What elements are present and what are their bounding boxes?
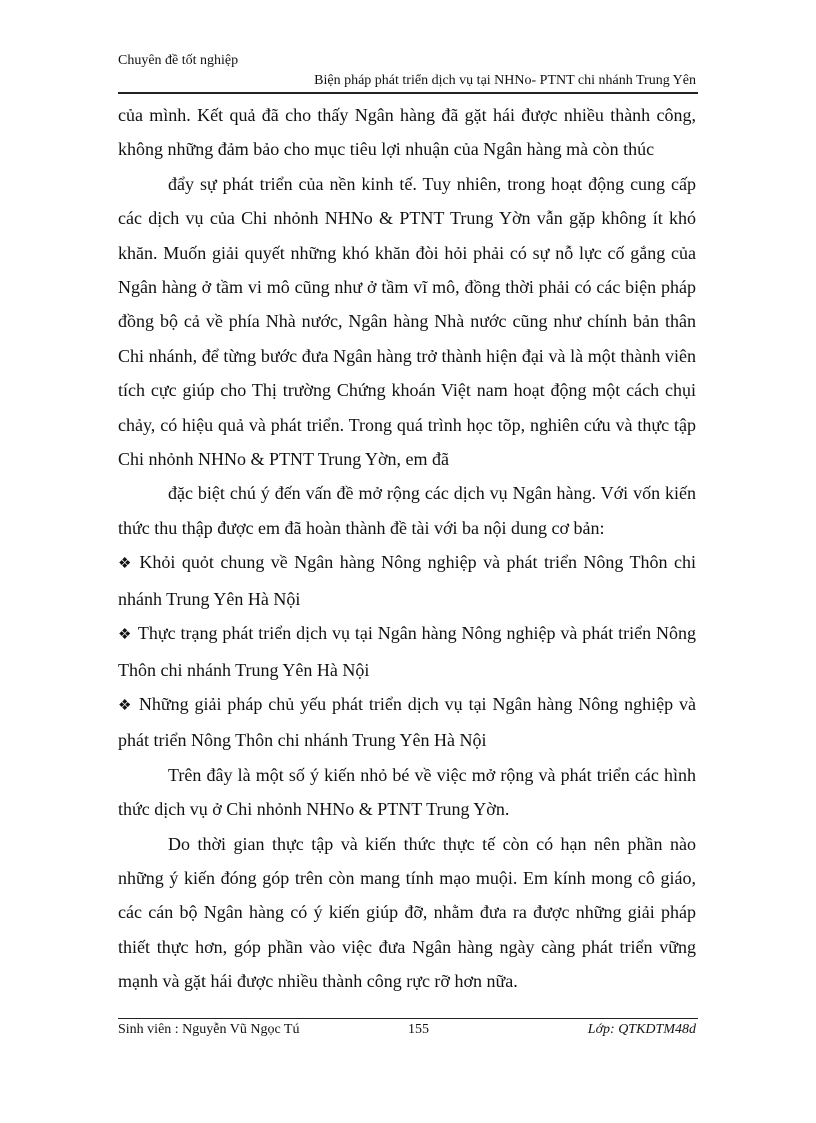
footer-student-name: Sinh viên : Nguyễn Vũ Ngọc Tú bbox=[118, 1022, 300, 1037]
paragraph-2: đẩy sự phát triển của nền kinh tế. Tuy nhiên, trong hoạt động cung cấp các dịch vụ của Chi nhỏnh NHNo & PTNT Trung Yờn vẫn gặp không ít khó khăn. Muốn giải quyết những khó khăn đòi hỏi phải có sự nỗ lực cố gắng của Ngân hàng ở tầm vi mô cũng như ở tầm vĩ mô, đồng thời phải có các biện pháp đồng bộ cả về phía Nhà nước, Ngân hàng Nhà nước cũng như chính bản thân Chi nhánh, để từng bước đưa Ngân hàng trở thành hiện đại và là một thành viên tích cực giúp cho Thị trường Chứng khoán Việt nam hoạt động một cách chụi chảy, có hiệu quả và phát triển. Trong quá trình học tõp, nghiên cứu và thực tập Chi nhỏnh NHNo & PTNT Trung Yờn, em đã bbox=[118, 173, 696, 470]
footer-divider bbox=[118, 1018, 698, 1019]
paragraph-1: của mình. Kết quả đã cho thấy Ngân hàng đã gặt hái được nhiều thành công, không những đảm bảo cho mục tiêu lợi nhuận của Ngân hàng mà còn thúc bbox=[118, 105, 696, 160]
diamond-bullet-icon: ❖ bbox=[118, 697, 133, 714]
bullet-item-2 bbox=[118, 616, 696, 687]
paragraph-5: Do thời gian thực tập và kiến thức thực tế còn có hạn nên phần nào những ý kiến đóng góp trên còn mang tính mạo muội. Em kính mong cô giáo, các cán bộ Ngân hàng có ý kiến giúp đỡ, nhằm đưa ra được những giải pháp thiết thực hơn, góp phần vào việc đưa Ngân hàng ngày càng phát triển vững mạnh và gặt hái được nhiều thành công rực rỡ hơn nữa. bbox=[118, 833, 696, 992]
bullet-text: Khỏi quỏt chung về Ngân hàng Nông nghiệp và phát triển Nông Thôn chi nhánh Trung Yên Hà Nội bbox=[118, 552, 696, 609]
bullet-text: Những giải pháp chủ yếu phát triển dịch vụ tại Ngân hàng Nông nghiệp và phát triển Nông Thôn chi nhánh Trung Yên Hà Nội bbox=[118, 693, 696, 751]
header-divider bbox=[118, 92, 698, 94]
paragraph-3: đặc biệt chú ý đến vấn đề mở rộng các dịch vụ Ngân hàng. Với vốn kiến thức thu thập được em đã hoàn thành đề tài với ba nội dung cơ bản: bbox=[118, 483, 696, 538]
footer-page-number: 155 bbox=[408, 1022, 429, 1037]
diamond-bullet-icon: ❖ bbox=[118, 556, 134, 573]
header-title-right: Biện pháp phát triển dịch vụ tại NHNo- PTNT chi nhánh Trung Yên bbox=[314, 73, 696, 88]
header-title-left: Chuyên đề tốt nghiệp bbox=[118, 53, 239, 68]
bullet-text: Thực trạng phát triển dịch vụ tại Ngân hàng Nông nghiệp và phát triển Nông Thôn chi nhánh Trung Yên Hà Nội bbox=[118, 623, 696, 680]
diamond-bullet-icon: ❖ bbox=[118, 627, 132, 644]
document-body bbox=[118, 98, 696, 999]
bullet-item-3 bbox=[118, 687, 696, 758]
paragraph-4: Trên đây là một số ý kiến nhỏ bé về việc mở rộng và phát triển các hình thức dịch vụ ở Chi nhỏnh NHNo & PTNT Trung Yờn. bbox=[118, 764, 696, 820]
footer-class: Lớp: QTKDTM48d bbox=[587, 1022, 696, 1037]
bullet-item-1 bbox=[118, 545, 696, 616]
